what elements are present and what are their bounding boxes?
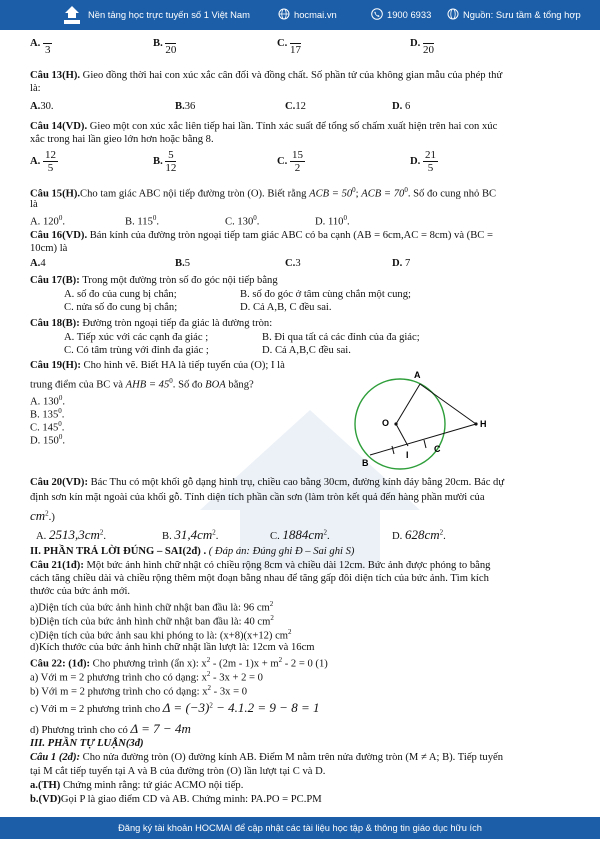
header-source: Nguồn: Sưu tầm & tổng hợp — [463, 9, 581, 20]
q16-option-a: A.4 — [30, 258, 46, 269]
header-tagline: Nền tảng học trực tuyến số 1 Việt Nam — [88, 9, 250, 20]
label-o: O — [382, 418, 390, 428]
e1-part-b: b.(VD)Gọi P là giao điểm CD và AB. Chứng minh: PA.PO = PC.PM — [30, 794, 322, 805]
q19-text: Câu 19(H): Cho hình vẽ. Biết HA là tiếp tuyến của (O); I là — [30, 360, 285, 371]
q21-text-3: thước của bức ảnh mới. — [30, 586, 131, 597]
e1-text: Câu 1 (2đ): Cho nửa đường tròn (O) đường kính AB. Điểm M nằm trên nửa đường tròn (M ≠ A; B). Tiếp tuyến — [30, 752, 504, 763]
q20-text-3: $cm^2$.) — [30, 508, 55, 523]
q13-text: Câu 13(H). Gieo đồng thời hai con xúc xắc cân đối và đồng chất. Số phần tử của không gian mẫu của phép thử — [30, 70, 503, 81]
segment-ah — [420, 384, 476, 424]
q19-option-b: B. $135^0$. — [30, 407, 65, 421]
q22-item-a: a) Với m = 2 phương trình cho có dạng: $x^2 - 3x + 2 = 0$ — [30, 670, 263, 684]
q21-item-b: b)Diện tích của bức ảnh hình chữ nhật ban đầu là: 40 $cm^2$ — [30, 614, 274, 628]
part3-title: III. PHẦN TỰ LUẬN(3đ) — [30, 738, 144, 749]
q17-text: Câu 17(B): Trong một đường tròn số đo góc nội tiếp bằng — [30, 275, 278, 286]
e1-text-2: tại M cắt tiếp tuyến tại A và B của đường tròn (O) lần lượt tại C và D. — [30, 766, 326, 777]
q13-option-c: C.12 — [285, 101, 306, 112]
q16-option-d: D. 7 — [392, 258, 411, 269]
q18-option-c: C. Có tâm trùng với đỉnh đa giác ; — [64, 345, 209, 356]
q17-option-a: A. số đo của cung bị chắn; — [64, 289, 177, 300]
q13-option-b: B.36 — [175, 101, 196, 112]
q16-text: Câu 16(VD). Bán kính của đường tròn ngoại tiếp tam giác ABC có ba cạnh (AB = 6cm,AC = 8cm) và (BC = — [30, 230, 493, 241]
q20-option-c: C. $1884cm^2$. — [270, 527, 330, 542]
q20-text: Câu 20(VD): Bác Thu có một khối gỗ dạng hình trụ, chiều cao bằng 30cm, đường kính đáy bằng 20cm. Bác dự — [30, 477, 505, 488]
label-c: C — [434, 444, 441, 454]
q19-text-2: trung điểm của BC và AHB = $45^0$. Số đo BOA bằng? — [30, 377, 254, 391]
q18-option-a: A. Tiếp xúc với các cạnh đa giác ; — [64, 332, 209, 343]
prev-option-c: C. 17 — [277, 31, 301, 56]
segment-bh — [370, 424, 476, 455]
q22-item-c: c) Với m = 2 phương trình cho $\Delta = (-3)^2 - 4.1.2 = 9 - 8 = 1$ — [30, 700, 320, 715]
q19-geometry-figure — [348, 362, 498, 472]
q13-option-a: A.30. — [30, 101, 54, 112]
q22-text: Câu 22: (1đ): Cho phương trình (ẩn x): $x^2 - (2m - 1)x + m^2 - 2 = 0$ (1) — [30, 656, 328, 670]
segment-oi — [396, 424, 408, 446]
q19-option-a: A. $130^0$. — [30, 394, 65, 408]
q17-option-b: B. số đo góc ở tâm cùng chắn một cung; — [240, 289, 411, 300]
prev-option-a: A. 3 — [30, 31, 52, 56]
header-website[interactable]: hocmai.vn — [294, 9, 337, 20]
q21-item-d: d)Kích thước của bức ảnh hình chữ nhật lần lượt là: 12cm và 16cm — [30, 642, 315, 653]
q19-option-d: D. $150^0$. — [30, 433, 65, 447]
prev-option-b: B. 20 — [153, 31, 176, 56]
q18-text: Câu 18(B): Đường tròn ngoại tiếp đa giác là đường tròn: — [30, 318, 273, 329]
q17-option-c: C. nửa số đo cung bị chắn; — [64, 302, 178, 313]
prev-option-d: D. 20 — [410, 31, 434, 56]
e1-part-a: a.(TH) Chứng minh rằng: tứ giác ACMO nội tiếp. — [30, 780, 244, 791]
q14-option-a: A. $\frac{12}{5}$ — [30, 149, 56, 175]
q21-text: Câu 21(1đ): Một bức ảnh hình chữ nhật có chiều rộng 8cm và chiều dài 12cm. Bức ảnh được phóng to bằng — [30, 560, 491, 571]
q15-option-a: A. $120^0$. — [30, 214, 65, 228]
q15-text-2: là — [30, 199, 38, 210]
page-header — [0, 0, 600, 30]
tick-1 — [392, 446, 394, 454]
segment-oa — [396, 384, 420, 424]
q16-option-c: C.3 — [285, 258, 301, 269]
q14-option-b: B. $\frac{5}{12}$ — [153, 149, 177, 175]
q16-option-b: B.5 — [175, 258, 191, 269]
hocmai-logo-icon — [62, 4, 82, 26]
q15-option-c: C. $130^0$. — [225, 214, 260, 228]
label-h: H — [480, 419, 487, 429]
q14-text: Câu 14(VD). Gieo một con xúc xắc liên tiếp hai lần. Tính xác suất để tổng số chấm xuất hiện trên hai con xúc — [30, 121, 498, 132]
q21-text-2: cách tăng chiều dài và chiều rộng thêm một đoạn bằng nhau để tăng gấp đôi diện tích của bức ảnh. Tìm kích — [30, 573, 489, 584]
q13-text-2: là: — [30, 83, 41, 94]
q14-option-c: C. $\frac{15}{2}$ — [277, 149, 303, 175]
q21-item-a: a)Diện tích của bức ảnh hình chữ nhật ban đầu là: 96 $cm^2$ — [30, 600, 274, 614]
q18-option-b: B. Đi qua tất cả các đỉnh của đa giác; — [262, 332, 420, 343]
tick-2 — [424, 440, 426, 448]
q17-option-d: D. Cả A,B, C đều sai. — [240, 302, 332, 313]
label-a: A — [414, 370, 421, 380]
q20-option-d: D. $628cm^2$. — [392, 527, 446, 542]
q14-option-d: D. $\frac{21}{5}$ — [410, 149, 436, 175]
label-b: B — [362, 458, 369, 468]
q19-option-c: C. $145^0$. — [30, 420, 65, 434]
q20-text-2: định sơn kín mặt ngoài của khối gỗ. Tính diện tích phần cần sơn (làm tròn kết quả đến hàng phần mười của — [30, 492, 485, 503]
q20-option-b: B. $31,4cm^2$. — [162, 527, 219, 542]
q21-item-c: c)Diện tích của bức ảnh sau khi phóng to là: (x+8)(x+12) $cm^2$ — [30, 628, 292, 642]
q22-item-d: d) Phương trình cho có Δ = 7 − 4m — [30, 721, 191, 736]
globe-icon — [278, 8, 290, 20]
q16-text-2: 10cm) là — [30, 243, 68, 254]
part2-title: II. PHẦN TRẢ LỜI ĐÚNG – SAI(2đ) . ( Đáp án: Đúng ghi Đ – Sai ghi S) — [30, 546, 355, 557]
q20-option-a: A. $2513,3cm^2$. — [36, 527, 107, 542]
q15-text: Câu 15(H).Cho tam giác ABC nội tiếp đường tròn (O). Biết rằng ACB = $50^0$; ACB = $70^0$. Số đo cung nhỏ BC — [30, 186, 497, 200]
globe-icon-2 — [447, 8, 459, 20]
phone-icon — [371, 8, 383, 20]
q18-option-d: D. Cả A,B,C đều sai. — [262, 345, 351, 356]
q13-option-d: D. 6 — [392, 101, 411, 112]
q15-option-d: D. $110^0$. — [315, 214, 350, 228]
label-i: I — [406, 450, 409, 460]
q15-option-b: B. $115^0$. — [125, 214, 160, 228]
page-footer: Đăng ký tài khoản HOCMAI để cập nhật các tài liệu học tập & thông tin giáo dục hữu ích — [0, 817, 600, 839]
header-hotline: 1900 6933 — [387, 9, 432, 20]
q22-item-b: b) Với m = 2 phương trình cho có dạng: $x^2 - 3x = 0$ — [30, 684, 247, 698]
q14-text-2: xắc trong hai lần gieo lớn hơn hoặc bằng 8. — [30, 134, 214, 145]
